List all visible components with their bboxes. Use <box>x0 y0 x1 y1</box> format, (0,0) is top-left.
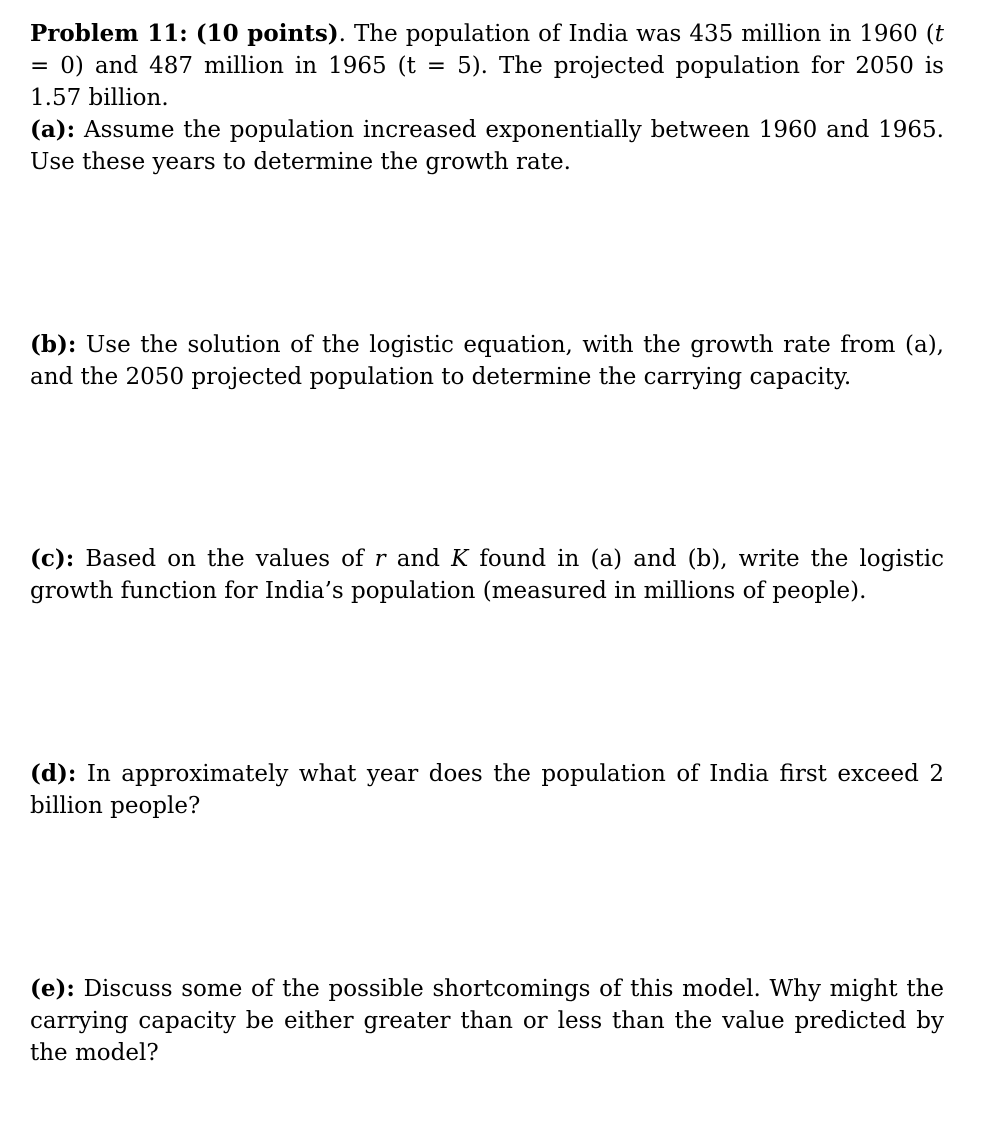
part-e-label: (e): <box>30 975 75 1002</box>
part-c-text-3: found in (a) and (b), write the logistic growth function for India’s population (measured in millions of people). <box>30 546 944 604</box>
part-b <box>30 329 944 393</box>
part-e-text: Discuss some of the possible shortcomings of this model. Why might the carrying capacity be either greater than or less than the value predicted by the model? <box>30 976 944 1066</box>
part-b-text: Use the solution of the logistic equation, with the growth rate from (a), and the 2050 projected population to determine the carrying capacity. <box>30 332 944 390</box>
part-a-text: Assume the population increased exponentially between 1960 and 1965. Use these years to determine the growth rate. <box>30 117 944 175</box>
part-d-text: In approximately what year does the population of India first exceed 2 billion people? <box>30 761 944 819</box>
problem-intro-text-cont: = 0) and 487 million in 1965 (t = 5). The projected population for 2050 is 1.57 billion. <box>30 53 944 111</box>
problem-intro <box>30 18 944 114</box>
part-d-label: (d): <box>30 760 77 787</box>
problem-intro-text: . The population of India was 435 million in 1960 ( <box>338 21 935 47</box>
problem-title: Problem 11: <box>30 20 188 47</box>
part-e <box>30 973 944 1069</box>
part-c-text: Based on the values of <box>74 546 375 572</box>
part-a <box>30 114 944 178</box>
part-b-label: (b): <box>30 331 77 358</box>
part-c-text-2: and <box>385 546 452 572</box>
part-a-label: (a): <box>30 116 76 143</box>
problem-points: (10 points) <box>195 20 339 47</box>
part-d <box>30 758 944 822</box>
part-c-label: (c): <box>30 545 75 572</box>
variable-K: K <box>451 546 469 572</box>
variable-r: r <box>374 546 386 572</box>
variable-t: t <box>934 21 945 47</box>
part-c <box>30 543 944 607</box>
